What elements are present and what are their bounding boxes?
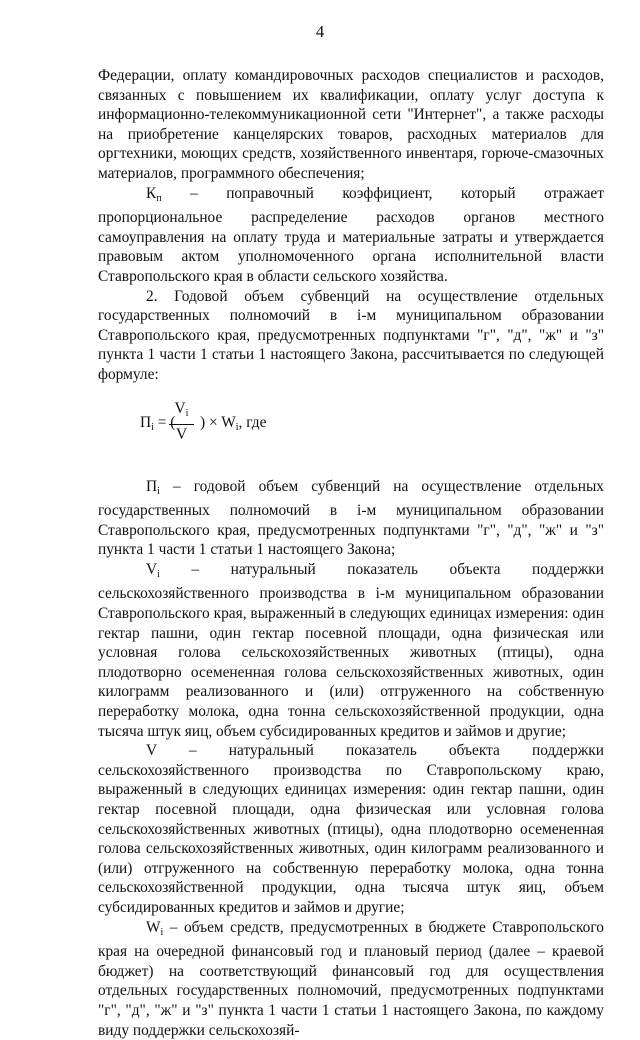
wi-definition: – объем средств, предусмотренных в бюджете Ставропольского края на очередной финансовый год и плановый период (далее – краевой бюджет) на соответствующий финансовый год для осуществления отдельных государственных полномочий, предусмотренных подпунктами "г", "д", "ж" и "з" пункта 1 части 1 статьи 1 настоящего Закона, по каждому виду поддержки сельскохозяй- [98,918,604,1039]
formula-numerator [169,399,194,425]
document-body [98,66,604,1040]
coefficient-subscript: п [156,192,162,204]
paragraph-correction-coefficient [98,184,604,287]
formula-numerator-symbol: V [174,399,186,417]
page-number: 4 [315,22,325,41]
annual-subvention-symbol: П [146,477,158,495]
paragraph-wi-definition [98,918,604,1040]
formula-denominator: V [175,425,188,443]
coefficient-symbol: К [146,184,157,202]
vi-definition: – натуральный показатель объекта поддержки сельскохозяйственного производства в i-м муниципальном образовании Ставропольского края, выраженный в следующих единицах измерения: один гектар пашни, один гектар посевной площади, одна физическая или условная голова сельскохозяйственных животных (птицы), одна плодотворно осемененная голова сельскохозяйственных животных, один килограмм реализованного и (или) отгруженного на собственную переработку молока, одна тонна сельскохозяйственной продукции, одна тысяча штук яиц, объем субсидированных кредитов и займов и другие; [98,560,604,740]
annual-subvention-definition: – годовой объем субвенций на осуществление отдельных государственных полномочий в i-м муниципальном образовании Ставропольского края, предусмотренных подпунктами "г", "д", "ж" и "з" пункта 1 части 1 статьи 1 настоящего Закона; [98,477,604,559]
coefficient-definition: – поправочный коэффициент, который отражает пропорциональное распределение расходов органов местного самоуправления на оплату труда и материальные затраты и утверждается правовым актом уполномоченного органа исполнительной власти Ставропольского края в области сельского хозяйства. [98,184,604,285]
formula-lhs-symbol: П [140,413,152,431]
paragraph-annual-subvention-definition [98,477,604,560]
formula-fraction [169,399,194,445]
wi-subscript: i [160,926,164,938]
formula-tail: , где [238,413,267,431]
paragraph-expenses-list: Федерации, оплату командировочных расходов специалистов и расходов, связанных с повышением их квалификации, оплату услуг доступа к информационно-телекоммуникационной сети "Интернет", а также расходы на приобретение канцелярских товаров, расходных материалов для оргтехники, моющих средств, хозяйственного инвентаря, горюче-смазочных материалов, программного обеспечения; [98,67,604,182]
formula-numerator-subscript: i [185,407,189,419]
formula-right-side [200,413,266,438]
formula-w-subscript: i [235,421,239,433]
formula-lhs-subscript: i [151,421,154,433]
paragraph-section-2: 2. Годовой объем субвенций на осуществление отдельных государственных полномочий в i-м муниципальном образовании Ставропольского края, предусмотренных подпунктами "г", "д", "ж" и "з" пункта 1 части 1 статьи 1 настоящего Закона, рассчитывается по следующей формуле: [98,287,604,383]
formula-close-times: ) × W [200,413,236,431]
formula-equals-open: = ( [153,413,176,431]
annual-subvention-subscript: i [157,485,160,497]
paragraph-v-definition: V – натуральный показатель объекта поддержки сельскохозяйственного производства по Ставропольскому краю, выраженный в следующих единицах измерения: один гектар пашни, один гектар посевной площади, одна физическая или условная голова сельскохозяйственных животных (птицы), одна плодотворно осемененная голова сельскохозяйственных животных, один килограмм реализованного и (или) отгруженного на собственную переработку молока, одна тонна сельскохозяйственной продукции, одна тысяча штук яиц, объем субсидированных кредитов и займов и другие; [98,742,604,916]
wi-symbol: W [146,918,161,936]
subvention-formula [98,399,604,447]
vi-symbol: V [146,560,158,578]
paragraph-vi-definition [98,560,604,741]
vi-subscript: i [157,568,160,580]
